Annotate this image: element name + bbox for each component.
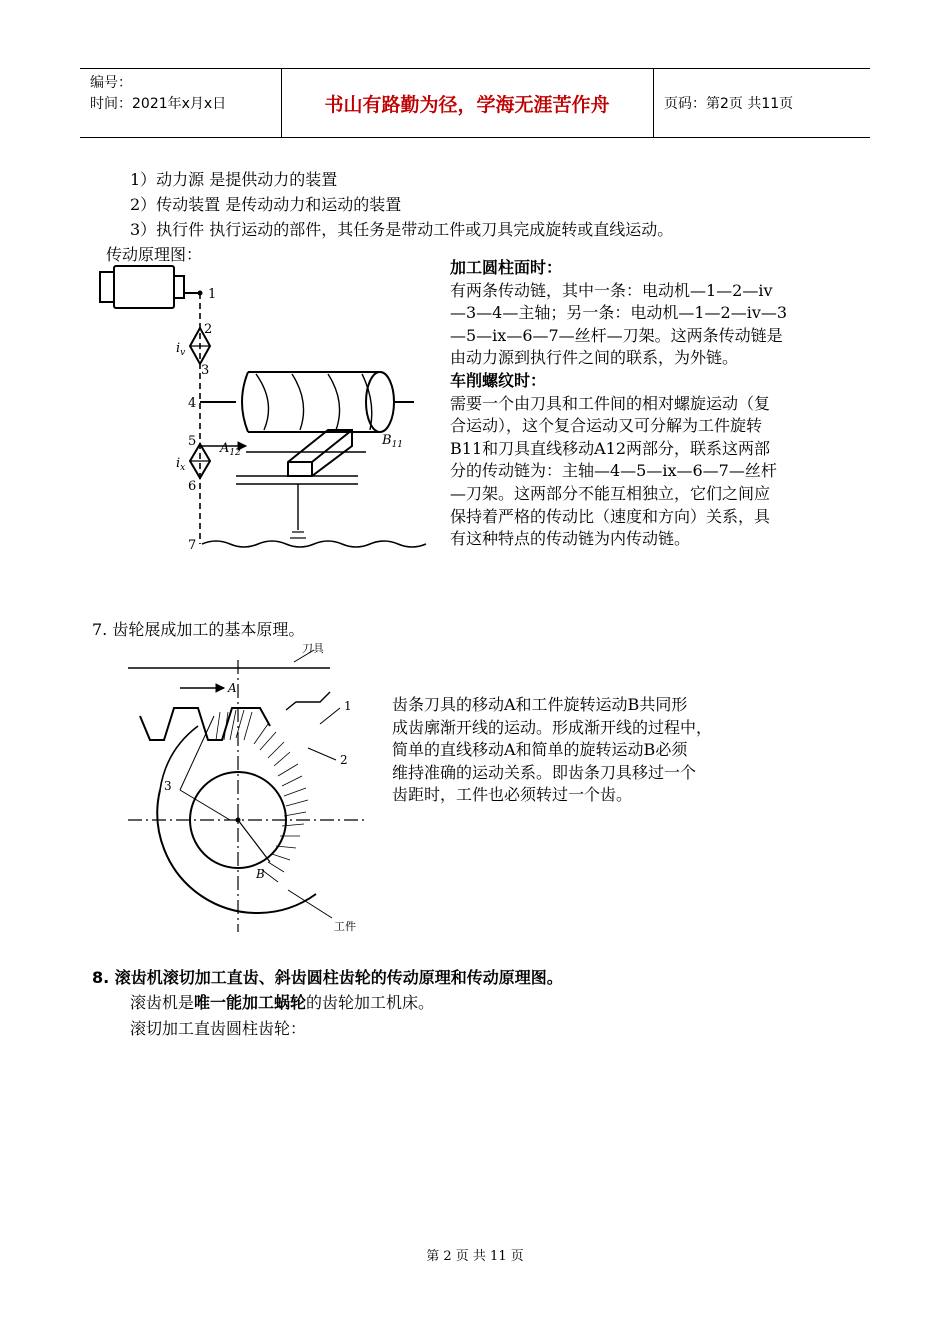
thread-line: 有这种特点的传动链为内传动链。 [450, 529, 691, 549]
transmission-diagram [96, 262, 432, 562]
cylinder-line: 有两条传动链，其中一条：电动机—1—2—iv [450, 280, 773, 300]
section-8-line-2: 滚切加工直齿圆柱齿轮： [130, 1019, 307, 1038]
workpiece-left-edge [242, 372, 248, 432]
gear-line: 维持准确的运动关系。即齿条刀具移过一个 [392, 762, 697, 782]
gear-line: 成齿廓渐开线的运动。形成渐开线的过程中， [392, 717, 713, 737]
thread-line: B11和刀具直线移动A12两部分，联系这两部 [450, 438, 771, 458]
gear-line: 齿距时，工件也必须转过一个齿。 [392, 785, 633, 805]
cylinder-line: —3—4—主轴；另一条：电动机—1—2—iv—3 [450, 303, 788, 323]
page-header [80, 68, 870, 138]
work-label: 工件 [334, 920, 356, 933]
gear-line: 齿条刀具的移动A和工件旋转运动B共同形 [392, 695, 688, 714]
cylinder-line: —5—ix—6—7—丝杆—刀架。这两条传动链是 [450, 325, 783, 345]
chain-label-3: 3 [201, 363, 210, 378]
gear-generating-diagram [120, 640, 380, 936]
header-page-info: 页码：第2页 共11页 [664, 96, 794, 112]
header-motto: 书山有路勤为径，学海无涯苦作舟 [324, 93, 610, 116]
chain-label-6: 6 [188, 479, 197, 494]
chain-description [450, 257, 850, 551]
gear-line: 简单的直线移动A和简单的旋转运动B必须 [392, 740, 688, 760]
section-7-title: 7. 齿轮展成加工的基本原理。 [92, 620, 305, 639]
gear-outer-edge [157, 790, 316, 913]
thread-line: —刀架。这两部分不能互相独立，它们之间应 [450, 483, 771, 503]
intro-item-1: 1）动力源 是提供动力的装置 [130, 170, 338, 189]
label-1: 1 [344, 699, 352, 713]
intro-item-3: 3）执行件 执行运动的部件，其任务是带动工件或刀具完成旋转或直线运动。 [130, 220, 674, 239]
tool-label: 刀具 [302, 642, 324, 655]
label-a: A [228, 681, 237, 695]
section-8-title: 8. 滚齿机滚切加工直齿、斜齿圆柱齿轮的传动原理和传动原理图。 [92, 968, 563, 987]
thread-line: 合运动），这个复合运动又可分解为工件旋转 [450, 416, 763, 436]
chain-label-2: 2 [204, 322, 213, 337]
b11-label: $B_{11}$ [382, 433, 404, 450]
header-number: 编号： [90, 75, 132, 91]
a12-label: $A_{12}$ [220, 441, 241, 458]
intro-item-2: 2）传动装置 是传动动力和运动的装置 [130, 195, 402, 214]
chain-label-1: 1 [208, 287, 217, 302]
section-7-description [392, 694, 792, 807]
chain-label-4: 4 [188, 396, 197, 411]
header-divider [653, 69, 654, 137]
header-time: 时间：2021年x月x日 [90, 96, 227, 112]
label-3: 3 [164, 779, 172, 793]
lead-screw [202, 541, 426, 547]
thread-line: 保持着严格的传动比（速度和方向）关系，具 [450, 506, 771, 526]
motor-end-right [174, 276, 184, 298]
label-b: B [256, 867, 265, 881]
motor-end-left [100, 272, 114, 302]
line-text: 滚齿机是 [130, 993, 195, 1012]
ix-label: $i_x$ [176, 456, 186, 473]
iv-label: $i_v$ [176, 341, 186, 358]
chain-label-7: 7 [188, 538, 197, 553]
workpiece-end [366, 372, 394, 432]
cylinder-heading: 加工圆柱面时： [450, 258, 563, 277]
emphasis-text: 唯一能加工蜗轮 [194, 993, 307, 1012]
cylinder-line: 由动力源到执行件之间的联系，为外链。 [450, 348, 739, 368]
chain-label-5: 5 [188, 434, 197, 449]
section-8-line-1 [130, 992, 434, 1014]
page-footer: 第 2 页 共 11 页 [426, 1249, 524, 1264]
motor-body [114, 266, 174, 308]
diagram-caption: 传动原理图： [106, 245, 203, 264]
line-text: 的齿轮加工机床。 [306, 993, 435, 1012]
header-meta [90, 73, 226, 115]
label-2: 2 [340, 753, 348, 767]
thread-line: 分的传动链为：主轴—4—5—ix—6—7—丝杆 [450, 461, 777, 481]
thread-heading: 车削螺纹时： [450, 370, 547, 390]
thread-line: 需要一个由刀具和工件间的相对螺旋运动（复 [450, 393, 771, 413]
